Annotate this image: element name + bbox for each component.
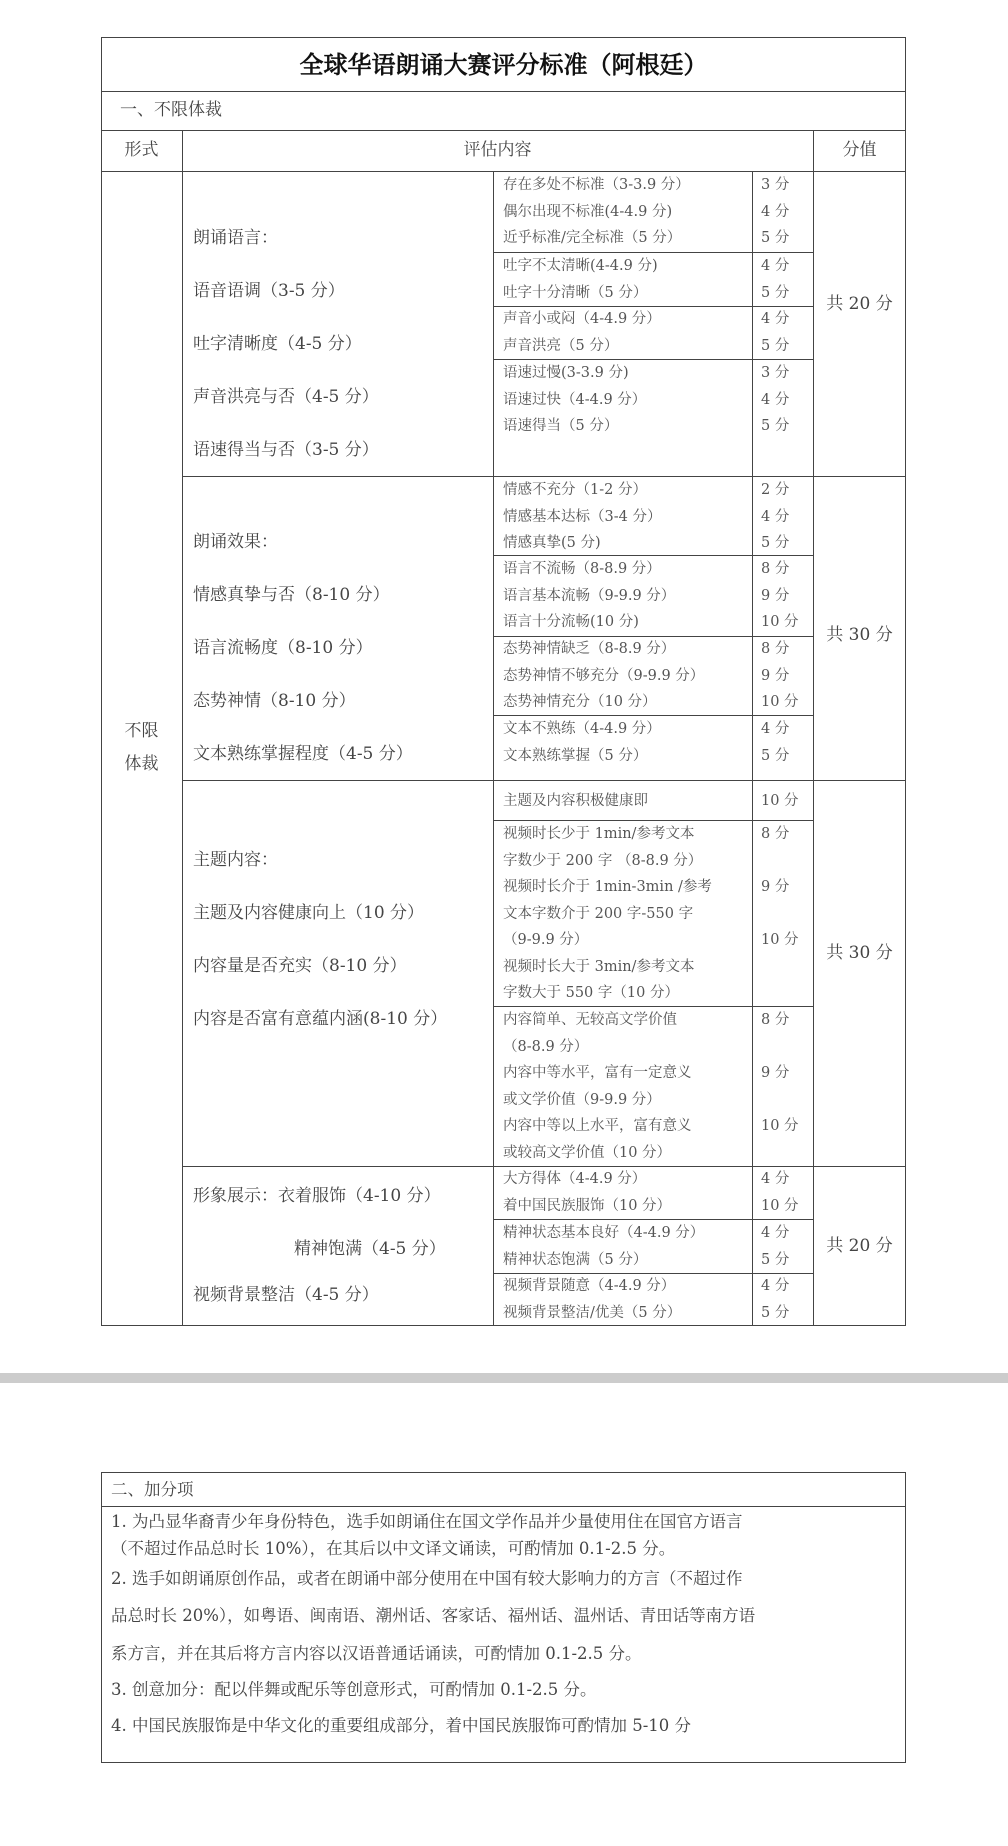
- bonus-line: 系方言，并在其后将方言内容以汉语普通话诵读，可酌情加 0.1-2.5 分。: [111, 1644, 642, 1663]
- criteria-item: 文本熟练掌握程度（4-5 分）: [193, 744, 413, 764]
- subitems: [503, 306, 661, 359]
- criteria-item: 语速得当与否（3-5 分）: [193, 440, 379, 460]
- subitem: 存在多处不标准（3-3.9 分）: [503, 177, 690, 193]
- subitem: 情感真挚(5 分): [503, 535, 601, 551]
- bonus-line: 2. 选手如朗诵原创作品，或者在朗诵中部分使用在中国有较大影响力的方言（不超过作: [111, 1569, 743, 1588]
- subscore: 5 分: [761, 1304, 790, 1321]
- subitem: 声音小或闷（4-4.9 分）: [503, 311, 661, 327]
- subscores: [761, 172, 789, 252]
- subitem: 或较高文学价值（10 分）: [503, 1144, 672, 1161]
- bonus-list: [111, 1508, 901, 1744]
- subscore: 9 分: [761, 587, 790, 604]
- subitem: 主题及内容积极健康即: [503, 793, 648, 809]
- subscore: 2 分: [761, 482, 790, 498]
- subscore: 5 分: [761, 230, 790, 246]
- subscores: [761, 360, 789, 440]
- column-header-content: 评估内容: [463, 140, 532, 160]
- subscore: [761, 848, 799, 875]
- subscore: 10 分: [761, 932, 799, 948]
- subscore: 4 分: [761, 1225, 790, 1241]
- subitem: 情感基本达标（3-4 分）: [503, 508, 662, 525]
- bonus-line: 3. 创意加分：配以伴舞或配乐等创意形式，可酌情加 0.1-2.5 分。: [111, 1680, 597, 1699]
- subitem: 语速过快（4-4.9 分）: [503, 391, 647, 408]
- form-label: [101, 715, 182, 781]
- subscores: [761, 1166, 799, 1219]
- subscore: 5 分: [761, 284, 790, 301]
- group-total: 共 30 分: [826, 943, 893, 963]
- page-break: [0, 1373, 1008, 1383]
- subitem: 精神状态基本良好（4-4.9 分）: [503, 1225, 705, 1241]
- column-header-score: 分值: [842, 140, 877, 160]
- subscore: 4 分: [761, 508, 790, 525]
- bonus-line: 品总时长 20%），如粤语、闽南语、潮州话、客家话、福州话、温州话、青田话等南方语: [111, 1606, 756, 1625]
- subitems: [503, 821, 712, 1007]
- section-heading: 一、不限体裁: [120, 100, 222, 120]
- subitem: 偶尔出现不标准(4-4.9 分): [503, 203, 673, 220]
- divider: [493, 171, 494, 1326]
- subitem: 视频时长介于 1min-3min /参考: [503, 879, 712, 895]
- column-header-form: 形式: [124, 140, 159, 160]
- subscore: 4 分: [761, 721, 790, 737]
- subscore: 9 分: [761, 1065, 790, 1081]
- subitem: 字数大于 550 字（10 分）: [503, 985, 679, 1001]
- subscore: 4 分: [761, 1171, 790, 1187]
- subitems: [503, 360, 646, 440]
- subscore: 4 分: [761, 1278, 790, 1294]
- subscore: 3 分: [761, 365, 790, 381]
- subscore: 4 分: [761, 391, 790, 408]
- subitem: （8-8.9 分）: [503, 1038, 589, 1055]
- criteria-heading: 形象展示：衣着服饰（4-10 分）: [193, 1186, 441, 1206]
- subscore: [761, 1087, 799, 1114]
- subitem: 文本熟练掌握（5 分）: [503, 747, 648, 764]
- criteria-group-language: [193, 212, 379, 477]
- subscore: 9 分: [761, 667, 790, 684]
- criteria-heading: 朗诵效果：: [193, 532, 278, 552]
- criteria-item: 语言流畅度（8-10 分）: [193, 638, 373, 658]
- subscore: 3 分: [761, 177, 790, 193]
- subscore: 10 分: [761, 694, 799, 710]
- subscore: 10 分: [761, 1118, 799, 1134]
- document-title: 全球华语朗诵大赛评分标准（阿根廷）: [299, 51, 708, 79]
- subitem: 语言十分流畅(10 分): [503, 614, 639, 630]
- criteria-heading: 主题内容：: [193, 850, 278, 870]
- subitem: 内容简单、无较高文学价值: [503, 1012, 677, 1028]
- subscores: [761, 556, 799, 636]
- subscore: 4 分: [761, 258, 790, 274]
- form-label-line: 体裁: [124, 754, 159, 774]
- subitem: 字数少于 200 字 （8-8.9 分）: [503, 852, 703, 869]
- subscores: [761, 716, 789, 769]
- criteria-group-effect: [193, 516, 413, 781]
- subitem: 吐字不太清晰(4-4.9 分): [503, 258, 658, 274]
- subitem: 态势神情充分（10 分）: [503, 694, 657, 710]
- subitems: [503, 1007, 692, 1166]
- subscores: [761, 477, 789, 557]
- criteria-item: 视频背景整洁（4-5 分）: [193, 1285, 379, 1305]
- divider: [101, 1506, 906, 1507]
- group-total: 共 30 分: [826, 625, 893, 645]
- criteria-item: 主题及内容健康向上（10 分）: [193, 903, 425, 923]
- subitem: 近乎标准/完全标准（5 分）: [503, 230, 682, 246]
- subscore: [761, 1034, 799, 1061]
- subitems: [503, 556, 675, 636]
- criteria-group-theme: [193, 834, 447, 1046]
- bonus-heading: 二、加分项: [111, 1480, 194, 1499]
- subitem: 吐字十分清晰（5 分）: [503, 284, 648, 301]
- subscores: [761, 306, 789, 359]
- subitem: 视频背景整洁/优美（5 分）: [503, 1304, 682, 1321]
- subitem: 文本字数介于 200 字-550 字: [503, 905, 694, 922]
- divider: [101, 91, 906, 92]
- subitems: [503, 636, 704, 716]
- subitem: 内容中等水平，富有一定意义: [503, 1065, 692, 1081]
- group-total: 共 20 分: [826, 1236, 893, 1256]
- subscore: 8 分: [761, 561, 790, 577]
- subscores: [761, 1007, 799, 1140]
- bonus-line: 1. 为凸显华裔青少年身份特色，选手如朗诵住在国文学作品并少量使用住在国官方语言: [111, 1512, 743, 1531]
- subitems: [503, 716, 661, 769]
- subitems: [503, 253, 658, 306]
- subscores: [761, 636, 799, 716]
- subitems: [503, 172, 690, 252]
- subscores: [761, 788, 799, 815]
- subscore: 10 分: [761, 1197, 799, 1214]
- group-total: 共 20 分: [826, 294, 893, 314]
- subitems: [503, 1220, 704, 1273]
- criteria-item: 声音洪亮与否（4-5 分）: [193, 387, 379, 407]
- criteria-item: 吐字清晰度（4-5 分）: [193, 334, 362, 354]
- criteria-group-image: [193, 1166, 493, 1318]
- form-label-line: 不限: [124, 721, 159, 741]
- subitem: 文本不熟练（4-4.9 分）: [503, 721, 661, 737]
- subscore: 9 分: [761, 879, 790, 895]
- subitem: 态势神情不够充分（9-9.9 分）: [503, 667, 705, 684]
- subitem: 视频背景随意（4-4.9 分）: [503, 1278, 676, 1294]
- subitems: [503, 788, 648, 815]
- subscore: 5 分: [761, 1251, 790, 1268]
- subscores: [761, 253, 789, 306]
- subscore: 10 分: [761, 793, 799, 809]
- divider: [182, 130, 183, 1326]
- subitems: [503, 1166, 671, 1219]
- subitem: 大方得体（4-4.9 分）: [503, 1171, 647, 1187]
- subscore: 8 分: [761, 641, 790, 657]
- subitem: 视频时长少于 1min/参考文本: [503, 826, 695, 842]
- subitems: [503, 1273, 681, 1326]
- subitem: 语速过慢(3-3.9 分): [503, 365, 629, 381]
- subscores: [761, 1220, 789, 1273]
- subitem: 态势神情缺乏（8-8.9 分）: [503, 641, 676, 657]
- subitem: 声音洪亮（5 分）: [503, 337, 619, 354]
- criteria-item: 内容量是否充实（8-10 分）: [193, 956, 407, 976]
- subitem: 内容中等以上水平，富有意义: [503, 1118, 692, 1134]
- bonus-line: （不超过作品总时长 10%），在其后以中文译文诵读，可酌情加 0.1-2.5 分。: [111, 1539, 676, 1558]
- subscore: 5 分: [761, 418, 790, 434]
- criteria-item: 语音语调（3-5 分）: [193, 281, 345, 301]
- subitem: 情感不充分（1-2 分）: [503, 482, 647, 498]
- subitem: 精神状态饱满（5 分）: [503, 1251, 648, 1268]
- subscore: 8 分: [761, 1012, 790, 1028]
- divider: [752, 171, 753, 1326]
- subscore: 8 分: [761, 826, 790, 842]
- subscores: [761, 1273, 789, 1326]
- subscore: 5 分: [761, 535, 790, 551]
- subscore: 10 分: [761, 614, 799, 630]
- subitems: [503, 477, 661, 557]
- subitem: 语速得当（5 分）: [503, 418, 619, 434]
- subitem: （9-9.9 分）: [503, 932, 589, 948]
- subitem: 语言基本流畅（9-9.9 分）: [503, 587, 676, 604]
- subitem: 着中国民族服饰（10 分）: [503, 1197, 672, 1214]
- subitem: 语言不流畅（8-8.9 分）: [503, 561, 661, 577]
- criteria-item: 精神饱满（4-5 分）: [294, 1239, 446, 1259]
- bonus-line: 4. 中国民族服饰是中华文化的重要组成部分，着中国民族服饰可酌情加 5-10 分: [111, 1716, 692, 1735]
- criteria-item: 内容是否富有意蕴内涵(8-10 分）: [193, 1009, 448, 1029]
- criteria-item: 情感真挚与否（8-10 分）: [193, 585, 390, 605]
- subscore: 4 分: [761, 203, 790, 220]
- subitem: 视频时长大于 3min/参考文本: [503, 958, 695, 975]
- subscore: 5 分: [761, 337, 790, 354]
- criteria-heading: 朗诵语言：: [193, 228, 278, 248]
- subscore: 4 分: [761, 311, 790, 327]
- subscores: [761, 821, 799, 954]
- criteria-item: 态势神情（8-10 分）: [193, 691, 356, 711]
- subscore: [761, 901, 799, 928]
- subitem: 或文学价值（9-9.9 分）: [503, 1091, 661, 1108]
- subscore: 5 分: [761, 747, 790, 764]
- divider: [101, 130, 906, 131]
